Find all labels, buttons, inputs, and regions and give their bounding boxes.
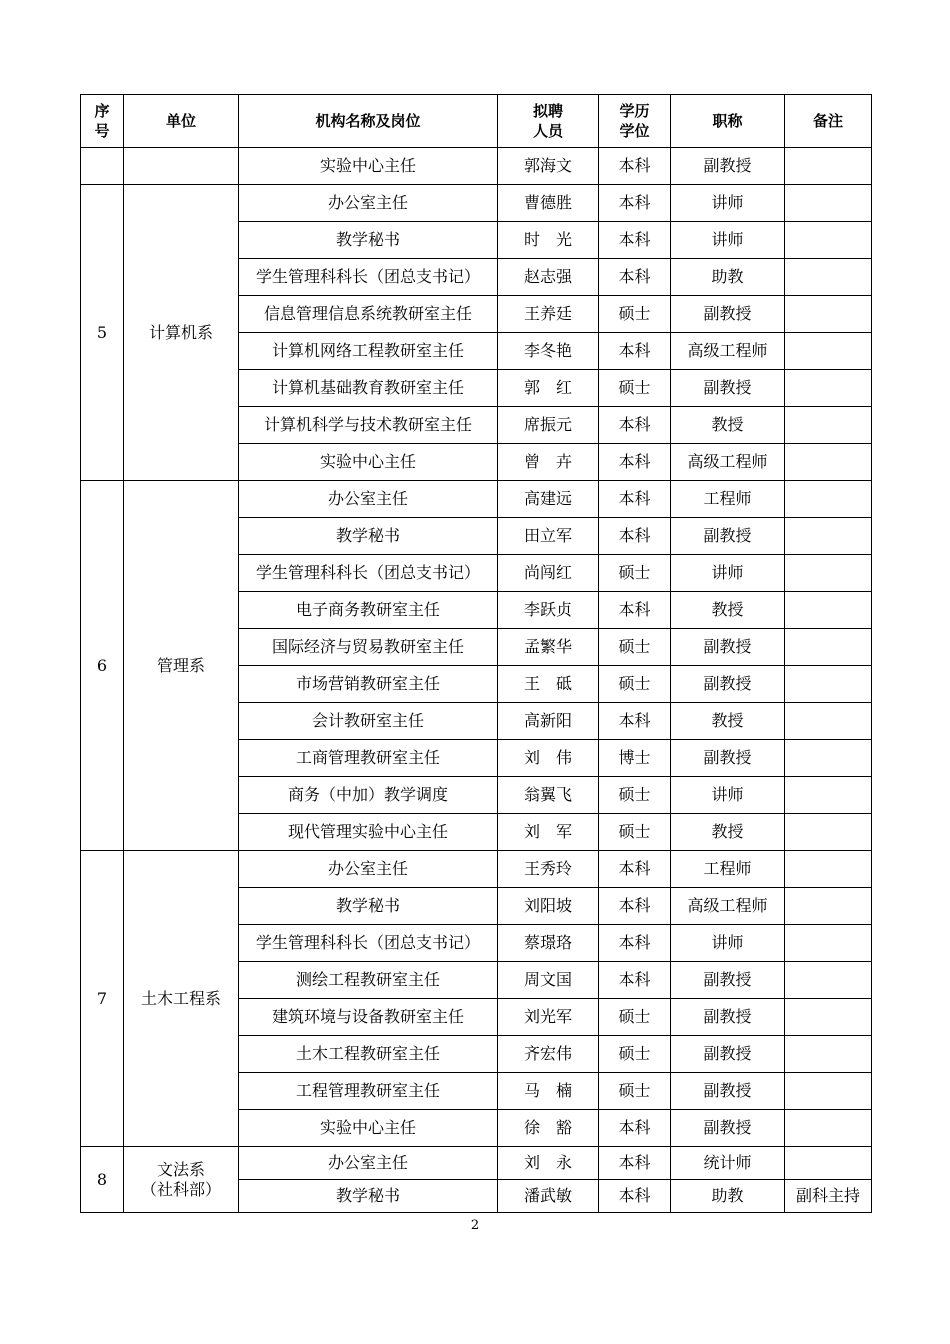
cell-position: 测绘工程教研室主任 (239, 962, 498, 999)
cell-position: 办公室主任 (239, 185, 498, 222)
cell-title: 副教授 (671, 1110, 785, 1147)
cell-name: 席振元 (498, 407, 599, 444)
table-row (81, 851, 872, 888)
cell-remark (785, 555, 872, 592)
cell-name: 高新阳 (498, 703, 599, 740)
cell-title: 副教授 (671, 962, 785, 999)
cell-position: 国际经济与贸易教研室主任 (239, 629, 498, 666)
cell-position: 教学秘书 (239, 888, 498, 925)
cell-title: 副教授 (671, 629, 785, 666)
cell-position: 土木工程教研室主任 (239, 1036, 498, 1073)
cell-name: 尚闯红 (498, 555, 599, 592)
cell-name: 徐 豁 (498, 1110, 599, 1147)
cell-title: 教授 (671, 814, 785, 851)
cell-title: 副教授 (671, 370, 785, 407)
cell-name: 齐宏伟 (498, 1036, 599, 1073)
cell-position: 办公室主任 (239, 1147, 498, 1180)
cell-title: 助教 (671, 259, 785, 296)
cell-education: 本科 (599, 1110, 671, 1147)
cell-remark (785, 740, 872, 777)
header-position: 机构名称及岗位 (239, 95, 498, 148)
cell-education: 博士 (599, 740, 671, 777)
cell-seq: 6 (81, 481, 124, 851)
cell-seq: 8 (81, 1147, 124, 1213)
cell-position: 计算机科学与技术教研室主任 (239, 407, 498, 444)
cell-remark (785, 222, 872, 259)
header-education: 学历 学位 (599, 95, 671, 148)
cell-name: 王秀玲 (498, 851, 599, 888)
cell-remark: 副科主持 (785, 1180, 872, 1213)
cell-remark (785, 666, 872, 703)
header-remark: 备注 (785, 95, 872, 148)
cell-position: 学生管理科科长（团总支书记） (239, 555, 498, 592)
cell-education: 本科 (599, 407, 671, 444)
cell-title: 副教授 (671, 1036, 785, 1073)
cell-position: 教学秘书 (239, 1180, 498, 1213)
cell-name: 潘武敏 (498, 1180, 599, 1213)
cell-remark (785, 296, 872, 333)
cell-education: 硕士 (599, 1036, 671, 1073)
cell-unit: 文法系 （社科部） (124, 1147, 239, 1213)
cell-remark (785, 481, 872, 518)
cell-remark (785, 333, 872, 370)
cell-education: 本科 (599, 333, 671, 370)
cell-position: 教学秘书 (239, 222, 498, 259)
cell-title: 副教授 (671, 666, 785, 703)
cell-name: 刘 伟 (498, 740, 599, 777)
cell-education: 本科 (599, 962, 671, 999)
cell-title: 工程师 (671, 481, 785, 518)
cell-remark (785, 814, 872, 851)
cell-title: 讲师 (671, 185, 785, 222)
cell-title: 讲师 (671, 777, 785, 814)
cell-education: 硕士 (599, 999, 671, 1036)
cell-remark (785, 999, 872, 1036)
cell-seq: 5 (81, 185, 124, 481)
cell-name: 周文国 (498, 962, 599, 999)
cell-name: 刘 军 (498, 814, 599, 851)
cell-position: 计算机基础教育教研室主任 (239, 370, 498, 407)
cell-title: 讲师 (671, 222, 785, 259)
cell-education: 硕士 (599, 370, 671, 407)
cell-title: 高级工程师 (671, 444, 785, 481)
cell-name: 王养廷 (498, 296, 599, 333)
header-candidate: 拟聘 人员 (498, 95, 599, 148)
cell-position: 办公室主任 (239, 481, 498, 518)
table-row (81, 1147, 872, 1180)
cell-remark (785, 185, 872, 222)
cell-education: 本科 (599, 1147, 671, 1180)
cell-remark (785, 777, 872, 814)
cell-position: 办公室主任 (239, 851, 498, 888)
cell-remark (785, 518, 872, 555)
cell-unit: 管理系 (124, 481, 239, 851)
cell-remark (785, 259, 872, 296)
cell-position: 商务（中加）教学调度 (239, 777, 498, 814)
header-unit: 单位 (124, 95, 239, 148)
header-seq: 序 号 (81, 95, 124, 148)
table-header-row (81, 95, 872, 148)
table-row (81, 185, 872, 222)
cell-seq: 7 (81, 851, 124, 1147)
cell-name: 郭 红 (498, 370, 599, 407)
cell-education: 本科 (599, 888, 671, 925)
cell-title: 助教 (671, 1180, 785, 1213)
cell-education: 本科 (599, 703, 671, 740)
cell-name: 蔡璟珞 (498, 925, 599, 962)
cell-position: 实验中心主任 (239, 1110, 498, 1147)
cell-education: 本科 (599, 592, 671, 629)
table-body (81, 148, 872, 1213)
cell-education: 硕士 (599, 296, 671, 333)
cell-title: 高级工程师 (671, 333, 785, 370)
table-row-continuation (81, 148, 872, 185)
cell-remark (785, 1073, 872, 1110)
cell-remark (785, 370, 872, 407)
cell-name: 李跃贞 (498, 592, 599, 629)
cell-name: 刘阳坡 (498, 888, 599, 925)
cell-remark (785, 1036, 872, 1073)
cell-remark (785, 148, 872, 185)
cell-name: 李冬艳 (498, 333, 599, 370)
cell-education: 硕士 (599, 777, 671, 814)
cell-position: 实验中心主任 (239, 444, 498, 481)
cell-title: 副教授 (671, 148, 785, 185)
table-row (81, 481, 872, 518)
cell-remark (785, 444, 872, 481)
cell-position: 工商管理教研室主任 (239, 740, 498, 777)
cell-remark (785, 851, 872, 888)
cell-name: 刘光军 (498, 999, 599, 1036)
cell-position: 信息管理信息系统教研室主任 (239, 296, 498, 333)
cell-education: 本科 (599, 259, 671, 296)
cell-name: 马 楠 (498, 1073, 599, 1110)
cell-title: 副教授 (671, 1073, 785, 1110)
cell-title: 讲师 (671, 555, 785, 592)
cell-position: 工程管理教研室主任 (239, 1073, 498, 1110)
cell-title: 副教授 (671, 518, 785, 555)
cell-name: 高建远 (498, 481, 599, 518)
cell-name: 赵志强 (498, 259, 599, 296)
cell-title: 工程师 (671, 851, 785, 888)
cell-education: 硕士 (599, 555, 671, 592)
cell-title: 教授 (671, 407, 785, 444)
cell-education: 本科 (599, 1180, 671, 1213)
cell-education: 硕士 (599, 629, 671, 666)
cell-education: 本科 (599, 925, 671, 962)
cell-position: 教学秘书 (239, 518, 498, 555)
cell-remark (785, 592, 872, 629)
cell-remark (785, 888, 872, 925)
cell-position: 学生管理科科长（团总支书记） (239, 925, 498, 962)
cell-name: 翁翼飞 (498, 777, 599, 814)
cell-unit: 计算机系 (124, 185, 239, 481)
cell-position: 建筑环境与设备教研室主任 (239, 999, 498, 1036)
cell-remark (785, 962, 872, 999)
cell-education: 本科 (599, 851, 671, 888)
cell-name: 孟繁华 (498, 629, 599, 666)
cell-unit: 土木工程系 (124, 851, 239, 1147)
page-number: 2 (470, 1218, 480, 1233)
cell-education: 本科 (599, 148, 671, 185)
cell-title: 教授 (671, 703, 785, 740)
cell-position: 电子商务教研室主任 (239, 592, 498, 629)
cell-remark (785, 703, 872, 740)
cell-name: 郭海文 (498, 148, 599, 185)
cell-name: 王 砥 (498, 666, 599, 703)
cell-title: 高级工程师 (671, 888, 785, 925)
cell-remark (785, 1110, 872, 1147)
cell-name: 曹德胜 (498, 185, 599, 222)
cell-name: 曾 卉 (498, 444, 599, 481)
cell-remark (785, 1147, 872, 1180)
cell-position: 现代管理实验中心主任 (239, 814, 498, 851)
cell-unit (124, 148, 239, 185)
cell-title: 副教授 (671, 999, 785, 1036)
cell-education: 硕士 (599, 666, 671, 703)
cell-seq (81, 148, 124, 185)
cell-name: 刘 永 (498, 1147, 599, 1180)
cell-title: 副教授 (671, 296, 785, 333)
cell-remark (785, 629, 872, 666)
cell-position: 计算机网络工程教研室主任 (239, 333, 498, 370)
cell-position: 学生管理科科长（团总支书记） (239, 259, 498, 296)
cell-title: 讲师 (671, 925, 785, 962)
cell-position: 会计教研室主任 (239, 703, 498, 740)
cell-education: 硕士 (599, 1073, 671, 1110)
cell-remark (785, 407, 872, 444)
cell-title: 副教授 (671, 740, 785, 777)
cell-education: 本科 (599, 444, 671, 481)
cell-position: 实验中心主任 (239, 148, 498, 185)
cell-name: 时 光 (498, 222, 599, 259)
cell-title: 统计师 (671, 1147, 785, 1180)
cell-education: 硕士 (599, 814, 671, 851)
cell-education: 本科 (599, 185, 671, 222)
cell-name: 田立军 (498, 518, 599, 555)
header-title: 职称 (671, 95, 785, 148)
cell-position: 市场营销教研室主任 (239, 666, 498, 703)
cell-education: 本科 (599, 481, 671, 518)
cell-education: 本科 (599, 518, 671, 555)
cell-education: 本科 (599, 222, 671, 259)
cell-title: 教授 (671, 592, 785, 629)
staff-appointment-table (80, 94, 872, 1213)
cell-remark (785, 925, 872, 962)
